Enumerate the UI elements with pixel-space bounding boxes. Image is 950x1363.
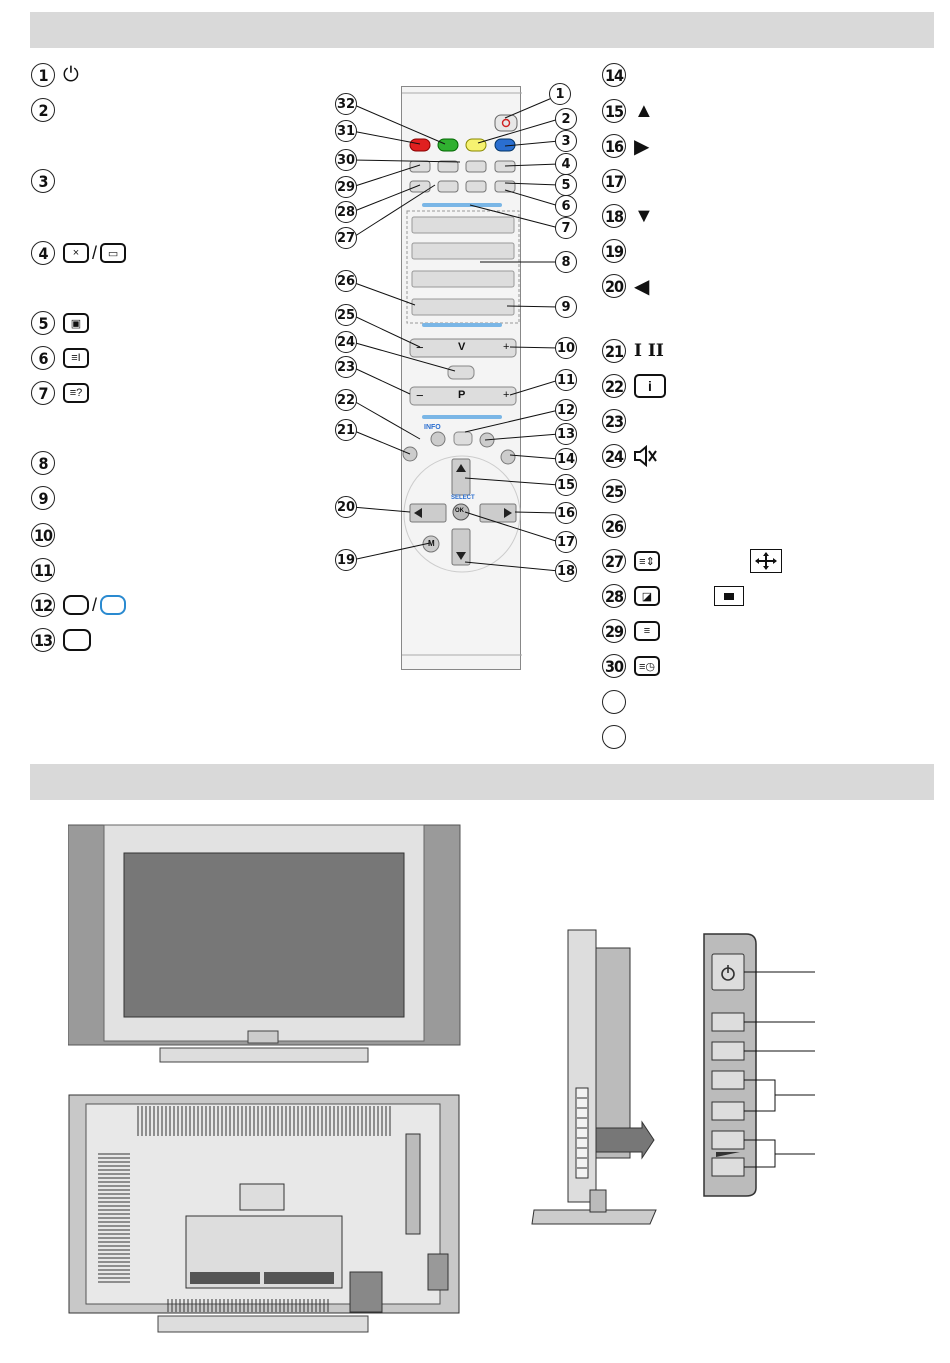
legend-number: 19 <box>602 239 626 263</box>
callout-24: 24 <box>335 331 357 353</box>
power-icon: ⏻ <box>63 63 79 86</box>
callout-3: 3 <box>555 130 577 152</box>
callout-2: 2 <box>555 108 577 130</box>
legend-number: 13 <box>31 628 55 652</box>
legend-number: 3 <box>31 169 55 193</box>
index-icon: ≡I <box>63 348 89 368</box>
legend-number: 16 <box>602 134 626 158</box>
legend-number: 25 <box>602 479 626 503</box>
callout-15: 15 <box>555 474 577 496</box>
legend-number: 2 <box>31 98 55 122</box>
legend-number: 12 <box>31 593 55 617</box>
callout-20: 20 <box>335 496 357 518</box>
legend-number: 8 <box>31 451 55 475</box>
legend-number: 9 <box>31 486 55 510</box>
legend-number: 22 <box>602 374 626 398</box>
section-header-tv <box>30 764 934 800</box>
legend-number: 27 <box>602 549 626 573</box>
mix-icon: ▭ <box>100 243 126 263</box>
program-plus-label: + <box>503 389 510 401</box>
callout-31: 31 <box>335 120 357 142</box>
left-arrow-icon: ◀ <box>634 275 650 298</box>
callout-7: 7 <box>555 217 577 239</box>
legend-number: 10 <box>31 523 55 547</box>
legend-number: 23 <box>602 409 626 433</box>
callout-18: 18 <box>555 560 577 582</box>
program-label: P <box>458 389 466 401</box>
teletext-mode-icon: ≡ <box>634 621 660 641</box>
up-arrow-icon: ▲ <box>634 99 654 122</box>
callout-30: 30 <box>335 149 357 171</box>
callout-28: 28 <box>335 201 357 223</box>
callout-21: 21 <box>335 419 357 441</box>
info-icon: i <box>634 374 666 398</box>
legend-number: 28 <box>602 584 626 608</box>
menu-label: M <box>428 539 435 548</box>
tv-control-panel <box>700 930 820 1200</box>
callout-12: 12 <box>555 399 577 421</box>
text-cancel-icon: × <box>63 243 89 263</box>
legend-number: 21 <box>602 339 626 363</box>
callout-22: 22 <box>335 389 357 411</box>
legend-number: 17 <box>602 169 626 193</box>
down-arrow-icon: ▼ <box>634 204 654 227</box>
callout-6: 6 <box>555 195 577 217</box>
callout-16: 16 <box>555 502 577 524</box>
tv-side-view <box>530 928 670 1228</box>
teletext-icon: ▣ <box>63 313 89 333</box>
callout-1: 1 <box>549 83 571 105</box>
legend-number: 20 <box>602 274 626 298</box>
tv-back-view <box>68 1094 464 1339</box>
legend-number: 14 <box>602 63 626 87</box>
legend-number: 6 <box>31 346 55 370</box>
callout-26: 26 <box>335 270 357 292</box>
legend-item: 12 / <box>31 590 126 620</box>
callout-8: 8 <box>555 251 577 273</box>
callout-14: 14 <box>555 448 577 470</box>
callout-17: 17 <box>555 531 577 553</box>
callout-4: 4 <box>555 153 577 175</box>
legend-number: 30 <box>602 654 626 678</box>
right-arrow-icon: ▶ <box>634 135 650 158</box>
callout-27: 27 <box>335 227 357 249</box>
callout-13: 13 <box>555 423 577 445</box>
legend-number: 4 <box>31 241 55 265</box>
legend-number: 24 <box>602 444 626 468</box>
callout-32: 32 <box>335 93 357 115</box>
volume-minus-label: − <box>416 340 424 355</box>
legend-number: 5 <box>31 311 55 335</box>
legend-number: 18 <box>602 204 626 228</box>
legend-number: 29 <box>602 619 626 643</box>
info-label: INFO <box>424 424 441 431</box>
callout-23: 23 <box>335 356 357 378</box>
volume-plus-label: + <box>503 341 510 353</box>
legend-number: 26 <box>602 514 626 538</box>
callout-19: 19 <box>335 549 357 571</box>
mono-stereo-icon: I II <box>634 341 664 361</box>
legend-number: 11 <box>31 558 55 582</box>
callout-29: 29 <box>335 176 357 198</box>
legend-number <box>602 725 626 749</box>
select-label: SELECT <box>451 495 475 501</box>
program-minus-label: − <box>416 388 424 403</box>
legend-item: 4 × / ▭ <box>31 238 126 268</box>
legend-number: 1 <box>31 63 55 87</box>
reveal-icon: ≡? <box>63 383 89 403</box>
legend-number: 15 <box>602 99 626 123</box>
callout-25: 25 <box>335 304 357 326</box>
legend-item <box>602 722 626 752</box>
callout-11: 11 <box>555 369 577 391</box>
callout-5: 5 <box>555 174 577 196</box>
time-icon: ≡◷ <box>634 656 660 676</box>
callout-10: 10 <box>555 337 577 359</box>
ok-label: OK <box>455 508 464 514</box>
legend-number: 7 <box>31 381 55 405</box>
callout-9: 9 <box>555 296 577 318</box>
volume-label: V <box>458 341 466 353</box>
hold-icon: ◪ <box>634 586 660 606</box>
tv-front-view <box>68 823 468 1063</box>
size-icon: ≡⇕ <box>634 551 660 571</box>
